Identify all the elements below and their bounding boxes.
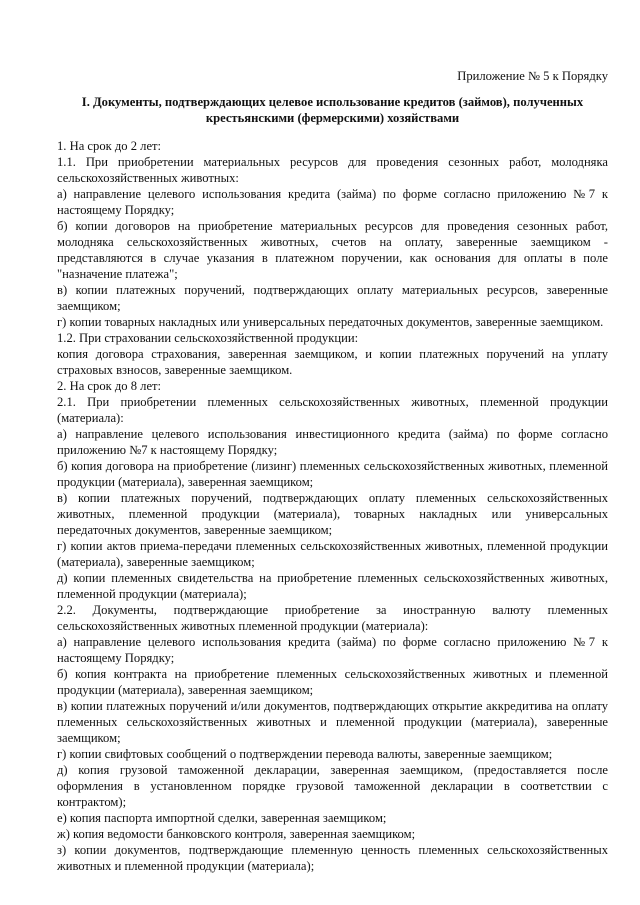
paragraph: в) копии платежных поручений, подтверждающих оплату материальных ресурсов, заверенные заемщиком; [57, 283, 608, 313]
paragraph: г) копии свифтовых сообщений о подтверждении перевода валюты, заверенные заемщиком; [57, 747, 553, 761]
paragraph: г) копии актов приема-передачи племенных сельскохозяйственных животных, племенной продукции (материала), заверенные заемщиком; [57, 539, 608, 569]
paragraph: 1.1. При приобретении материальных ресурсов для проведения сезонных работ, молодняка сельскохозяйственных животных: [57, 155, 608, 185]
paragraph: 1. На срок до 2 лет: [57, 139, 162, 153]
paragraph: з) копии документов, подтверждающие племенную ценность племенных сельскохозяйственных животных и племенной продукции (материала); [57, 843, 608, 873]
paragraph: а) направление целевого использования кредита (займа) по форме согласно приложению №7 к настоящему Порядку; [57, 187, 608, 217]
paragraph: д) копии племенных свидетельства на приобретение племенных сельскохозяйственных животных, племенной продукции (материала); [57, 571, 608, 601]
paragraph: а) направление целевого использования кредита (займа) по форме согласно приложению №7 к настоящему Порядку; [57, 635, 608, 665]
paragraph: в) копии платежных поручений и/или документов, подтверждающих открытие аккредитива на оплату племенных сельскохозяйственных животных и племенной продукции (материала), заверенные заемщиком; [57, 699, 608, 745]
appendix-reference: Приложение № 5 к Порядку [457, 69, 608, 83]
paragraph: в) копии платежных поручений, подтверждающих оплату племенных сельскохозяйственных животных, племенной продукции (материала), товарных накладных или универсальных передаточных документов, заверенные заемщиком; [57, 491, 608, 537]
document-body [57, 138, 608, 874]
paragraph: е) копия паспорта импортной сделки, заверенная заемщиком; [57, 811, 387, 825]
paragraph: ж) копия ведомости банковского контроля, заверенная заемщиком; [57, 827, 416, 841]
paragraph: 2.2. Документы, подтверждающие приобретение за иностранную валюту племенных сельскохозяйственных животных племенной продукции (материала): [57, 603, 608, 633]
paragraph: а) направление целевого использования инвестиционного кредита (займа) по форме согласно приложению №7 к настоящему Порядку; [57, 427, 608, 457]
paragraph: д) копия грузовой таможенной декларации, заверенная заемщиком, (предоставляется после оформления в установленном порядке грузовой таможенной декларации в соответствии с контрактом); [57, 763, 608, 809]
paragraph: б) копия договора на приобретение (лизинг) племенных сельскохозяйственных животных, племенной продукции (материала), заверенная заемщиком; [57, 459, 608, 489]
paragraph: 1.2. При страховании сельскохозяйственной продукции: [57, 331, 359, 345]
paragraph: 2. На срок до 8 лет: [57, 379, 162, 393]
paragraph: б) копия контракта на приобретение племенных сельскохозяйственных животных и племенной продукции (материала), заверенная заемщиком; [57, 667, 608, 697]
paragraph: 2.1. При приобретении племенных сельскохозяйственных животных, племенной продукции (материала): [57, 395, 608, 425]
paragraph: б) копии договоров на приобретение материальных ресурсов для проведения сезонных работ, молодняка сельскохозяйственных животных, счетов на оплату, заверенные заемщиком - представляются в случае указания в платежном поручении, как основания для оплаты в поле "назначение платежа"; [57, 219, 608, 281]
paragraph: копия договора страхования, заверенная заемщиком, и копии платежных поручений на уплату страховых взносов, заверенные заемщиком. [57, 347, 608, 377]
paragraph: г) копии товарных накладных или универсальных передаточных документов, заверенные заемщиком. [57, 315, 604, 329]
section-title: I. Документы, подтверждающих целевое использование кредитов (займов), полученных крестьянскими (фермерскими) хозяйствами [81, 95, 584, 125]
